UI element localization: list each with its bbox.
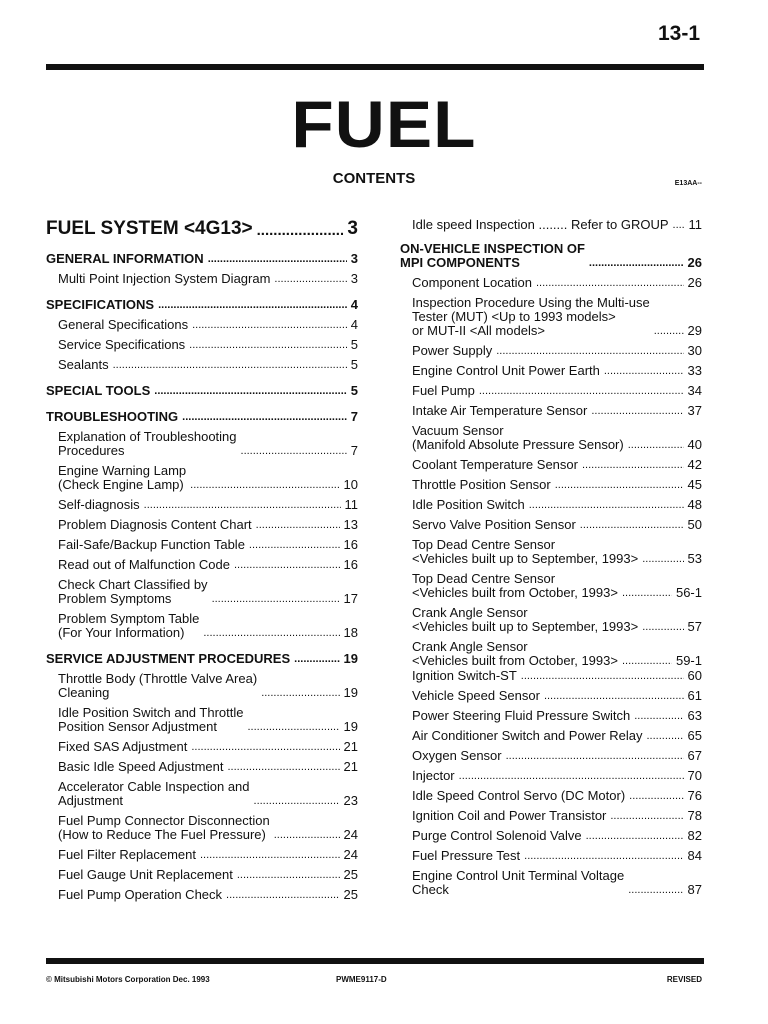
toc-right-entry (400, 869, 702, 897)
toc-left-entry (46, 538, 358, 552)
dot-leader (479, 384, 684, 398)
entry-page-number: 33 (687, 363, 702, 378)
toc-left-entry (46, 706, 358, 734)
dot-leader (256, 518, 340, 532)
entry-page-number: 24 (343, 847, 358, 862)
entry-title: Power Supply (412, 343, 493, 358)
entry-title: Service Specifications (58, 337, 186, 352)
dot-leader (529, 498, 684, 512)
dot-leader (642, 552, 683, 566)
entry-title: Ignition Coil and Power Transistor (412, 808, 607, 823)
toc-right-entry (400, 809, 702, 823)
toc-left-entry (46, 760, 358, 774)
entry-title: Vacuum Sensor (Manifold Absolute Pressure Sensor) (412, 423, 624, 452)
toc-left-entry (46, 780, 358, 808)
entry-title: Power Steering Fluid Pressure Switch (412, 708, 631, 723)
toc-right-entry (400, 478, 702, 492)
toc-left-entry (46, 518, 358, 532)
toc-left-entry (46, 868, 358, 882)
toc-right-entry (400, 218, 702, 232)
dot-leader (610, 809, 683, 823)
entry-page-number: 87 (687, 882, 702, 897)
entry-title: Accelerator Cable Inspection and Adjustment (58, 779, 250, 808)
toc-right-entry (400, 276, 702, 290)
entry-title: Multi Point Injection System Diagram (58, 271, 271, 286)
toc-left-entry (46, 848, 358, 862)
dot-leader (654, 324, 684, 338)
dot-leader (261, 686, 339, 700)
toc-left-column (46, 212, 358, 902)
dot-leader (521, 669, 684, 683)
entry-page-number: 25 (343, 867, 358, 882)
toc-right-entry (400, 242, 702, 270)
toc-right-entry (400, 384, 702, 398)
dot-leader (241, 444, 347, 458)
entry-page-number: 16 (343, 557, 358, 572)
toc-right-entry (400, 849, 702, 863)
entry-title: Throttle Body (Throttle Valve Area) Cleaning (58, 671, 258, 700)
toc-right-entry (400, 669, 702, 683)
dot-leader (628, 883, 683, 897)
toc-right-entry (400, 606, 702, 634)
dot-leader (629, 789, 683, 803)
entry-title: Idle Speed Control Servo (DC Motor) (412, 788, 626, 803)
entry-page-number: 17 (343, 591, 358, 606)
entry-page-number: 3 (350, 271, 358, 286)
entry-page-number: 5 (350, 383, 358, 398)
dot-leader (182, 410, 347, 424)
dot-leader (158, 298, 347, 312)
entry-title: Intake Air Temperature Sensor (412, 403, 588, 418)
toc-right-entry (400, 729, 702, 743)
toc-left-entry (46, 672, 358, 700)
entry-page-number: 82 (687, 828, 702, 843)
dot-leader (589, 256, 684, 270)
toc-left-entry (46, 218, 358, 240)
entry-title: Fuel Pressure Test (412, 848, 521, 863)
toc-right-entry (400, 709, 702, 723)
entry-page-number: 5 (350, 357, 358, 372)
toc-left-entry (46, 612, 358, 640)
top-rule (46, 64, 704, 70)
entry-title: Fixed SAS Adjustment (58, 739, 188, 754)
entry-page-number: 23 (343, 793, 358, 808)
toc-left-entry (46, 298, 358, 312)
entry-page-number: 50 (687, 517, 702, 532)
dot-leader (634, 709, 683, 723)
entry-title: Engine Control Unit Terminal Voltage Check (412, 868, 625, 897)
document-code: E13AA-- (674, 180, 702, 187)
toc-left-entry (46, 358, 358, 372)
entry-page-number: 21 (343, 739, 358, 754)
dot-leader (496, 344, 683, 358)
entry-title: Crank Angle Sensor <Vehicles built up to September, 1993> (412, 605, 639, 634)
entry-page-number: 13 (343, 517, 358, 532)
toc-left-entry (46, 384, 358, 398)
toc-right-entry (400, 364, 702, 378)
toc-left-entry (46, 318, 358, 332)
entry-title: Idle speed Inspection ........ Refer to GROUP (412, 217, 669, 232)
entry-page-number: 70 (687, 768, 702, 783)
entry-title: Vehicle Speed Sensor (412, 688, 540, 703)
dot-leader (144, 498, 341, 512)
entry-title: Crank Angle Sensor <Vehicles built from October, 1993> (412, 639, 618, 668)
dot-leader (228, 760, 340, 774)
entry-title: Fuel Pump (412, 383, 475, 398)
dot-leader (642, 620, 683, 634)
entry-page-number: 18 (343, 625, 358, 640)
bottom-rule (46, 958, 704, 964)
entry-title: Air Conditioner Switch and Power Relay (412, 728, 643, 743)
entry-title: SPECIAL TOOLS (46, 383, 151, 398)
entry-page-number: 19 (343, 685, 358, 700)
entry-page-number: 53 (687, 551, 702, 566)
toc-right-entry (400, 404, 702, 418)
dot-leader (604, 364, 684, 378)
entry-title: ON-VEHICLE INSPECTION OF MPI COMPONENTS (400, 241, 585, 270)
dot-leader (190, 478, 339, 492)
entry-page-number: 42 (687, 457, 702, 472)
toc-right-entry (400, 640, 702, 668)
footer-copyright: © Mitsubishi Motors Corporation Dec. 1993 (46, 975, 210, 984)
entry-title: Problem Diagnosis Content Chart (58, 517, 252, 532)
entry-page-number: 37 (687, 403, 702, 418)
entry-title: Self-diagnosis (58, 497, 140, 512)
entry-title: Fuel Filter Replacement (58, 847, 196, 862)
dot-leader (113, 358, 347, 372)
entry-page-number: 11 (688, 217, 702, 232)
entry-title: Purge Control Solenoid Valve (412, 828, 582, 843)
toc-right-entry (400, 458, 702, 472)
entry-title: Idle Position Switch (412, 497, 525, 512)
entry-title: Engine Control Unit Power Earth (412, 363, 600, 378)
entry-title: General Specifications (58, 317, 189, 332)
toc-left-entry (46, 814, 358, 842)
entry-page-number: 60 (687, 668, 702, 683)
dot-leader (647, 729, 684, 743)
dot-leader (247, 720, 339, 734)
toc-right-entry (400, 829, 702, 843)
entry-title: Ignition Switch-ST (412, 668, 517, 683)
dot-leader (274, 272, 346, 286)
dot-leader (237, 868, 340, 882)
dot-leader (189, 338, 347, 352)
entry-title: Top Dead Centre Sensor <Vehicles built up to September, 1993> (412, 537, 639, 566)
entry-page-number: 48 (687, 497, 702, 512)
entry-title: Problem Symptom Table (For Your Information) (58, 611, 200, 640)
entry-page-number: 19 (343, 719, 358, 734)
entry-title: TROUBLESHOOTING (46, 409, 179, 424)
toc-left-entry (46, 430, 358, 458)
dot-leader (524, 849, 683, 863)
entry-title: Engine Warning Lamp (Check Engine Lamp) (58, 463, 187, 492)
toc-right-entry (400, 769, 702, 783)
dot-leader (200, 848, 340, 862)
entry-title: Idle Position Switch and Throttle Position Sensor Adjustment (58, 705, 244, 734)
toc-right-entry (400, 424, 702, 452)
entry-page-number: 29 (687, 323, 702, 338)
entry-page-number: 30 (687, 343, 702, 358)
entry-page-number: 34 (687, 383, 702, 398)
dot-leader (274, 828, 340, 842)
toc-left-entry (46, 888, 358, 902)
entry-page-number: 3 (350, 251, 358, 266)
toc-right-entry (400, 689, 702, 703)
toc-right-entry (400, 498, 702, 512)
dot-leader (226, 888, 340, 902)
dot-leader (208, 252, 347, 266)
footer-code: PWME9117-D (336, 975, 387, 984)
entry-title: Throttle Position Sensor (412, 477, 551, 492)
dot-leader (212, 592, 340, 606)
toc-right-entry (400, 572, 702, 600)
entry-title: Coolant Temperature Sensor (412, 457, 578, 472)
entry-title: Component Location (412, 275, 532, 290)
entry-title: Sealants (58, 357, 109, 372)
entry-page-number: 4 (350, 317, 358, 332)
entry-title: Check Chart Classified by Problem Symptoms (58, 577, 208, 606)
entry-title: Top Dead Centre Sensor <Vehicles built from October, 1993> (412, 571, 618, 600)
dot-leader (544, 689, 684, 703)
toc-right-column (400, 212, 702, 897)
entry-page-number: 26 (687, 275, 702, 290)
entry-page-number: 65 (687, 728, 702, 743)
entry-page-number: 56-1 (675, 585, 702, 600)
entry-page-number: 24 (343, 827, 358, 842)
entry-title: Fuel Pump Operation Check (58, 887, 223, 902)
toc-left-entry (46, 558, 358, 572)
dot-leader (191, 740, 339, 754)
dot-leader (254, 794, 340, 808)
entry-page-number: 10 (343, 477, 358, 492)
dot-leader (673, 218, 685, 232)
entry-title: Fuel Gauge Unit Replacement (58, 867, 233, 882)
dot-leader (591, 404, 683, 418)
dot-leader (506, 749, 684, 763)
entry-page-number: 5 (350, 337, 358, 352)
entry-title: Read out of Malfunction Code (58, 557, 230, 572)
entry-page-number: 40 (687, 437, 702, 452)
entry-page-number: 7 (350, 409, 358, 424)
toc-left-entry (46, 498, 358, 512)
toc-left-entry (46, 272, 358, 286)
dot-leader (622, 654, 672, 668)
toc-right-entry (400, 749, 702, 763)
entry-page-number: 26 (687, 255, 702, 270)
entry-title: SPECIFICATIONS (46, 297, 155, 312)
entry-page-number: 59-1 (675, 653, 702, 668)
dot-leader (582, 458, 684, 472)
entry-page-number: 57 (687, 619, 702, 634)
dot-leader (234, 558, 340, 572)
entry-page-number: 76 (687, 788, 702, 803)
dot-leader (203, 626, 339, 640)
toc-left-entry (46, 740, 358, 754)
entry-page-number: 78 (687, 808, 702, 823)
entry-page-number: 11 (344, 497, 358, 512)
dot-leader (249, 538, 340, 552)
entry-page-number: 61 (687, 688, 702, 703)
toc-right-entry (400, 518, 702, 532)
entry-title: Fuel Pump Connector Disconnection (How to Reduce The Fuel Pressure) (58, 813, 270, 842)
entry-page-number: 4 (350, 297, 358, 312)
entry-title: Oxygen Sensor (412, 748, 502, 763)
entry-page-number: 67 (687, 748, 702, 763)
dot-leader (622, 586, 672, 600)
footer-status: REVISED (666, 975, 702, 984)
entry-title: Explanation of Troubleshooting Procedures (58, 429, 237, 458)
dot-leader (257, 222, 344, 240)
dot-leader (154, 384, 347, 398)
toc-left-entry (46, 338, 358, 352)
entry-page-number: 21 (343, 759, 358, 774)
toc-right-entry (400, 789, 702, 803)
entry-title: Basic Idle Speed Adjustment (58, 759, 224, 774)
entry-title: GENERAL INFORMATION (46, 251, 204, 266)
contents-heading: CONTENTS (332, 170, 416, 187)
dot-leader (536, 276, 684, 290)
entry-page-number: 63 (687, 708, 702, 723)
entry-title: Injector (412, 768, 455, 783)
chapter-title: FUEL (291, 87, 477, 161)
entry-page-number: 19 (343, 651, 358, 666)
dot-leader (628, 438, 684, 452)
entry-page-number: 25 (343, 887, 358, 902)
dot-leader (192, 318, 347, 332)
entry-page-number: 3 (347, 218, 358, 239)
toc-right-entry (400, 296, 702, 338)
dot-leader (580, 518, 684, 532)
entry-title: Inspection Procedure Using the Multi-use Tester (MUT) <Up to 1993 models> or MUT-II <All models> (412, 295, 650, 338)
entry-title: Servo Valve Position Sensor (412, 517, 576, 532)
dot-leader (459, 769, 684, 783)
dot-leader (586, 829, 684, 843)
entry-page-number: 7 (350, 443, 358, 458)
dot-leader (555, 478, 684, 492)
entry-page-number: 45 (687, 477, 702, 492)
entry-page-number: 16 (343, 537, 358, 552)
toc-left-entry (46, 252, 358, 266)
toc-left-entry (46, 652, 358, 666)
entry-page-number: 84 (687, 848, 702, 863)
toc-left-entry (46, 578, 358, 606)
page-number: 13-1 (657, 22, 700, 45)
entry-title: Fail-Safe/Backup Function Table (58, 537, 245, 552)
toc-left-entry (46, 464, 358, 492)
toc-right-entry (400, 344, 702, 358)
toc-right-entry (400, 538, 702, 566)
entry-title: SERVICE ADJUSTMENT PROCEDURES (46, 651, 291, 666)
entry-title: FUEL SYSTEM <4G13> (46, 218, 253, 239)
dot-leader (294, 652, 339, 666)
toc-left-entry (46, 410, 358, 424)
